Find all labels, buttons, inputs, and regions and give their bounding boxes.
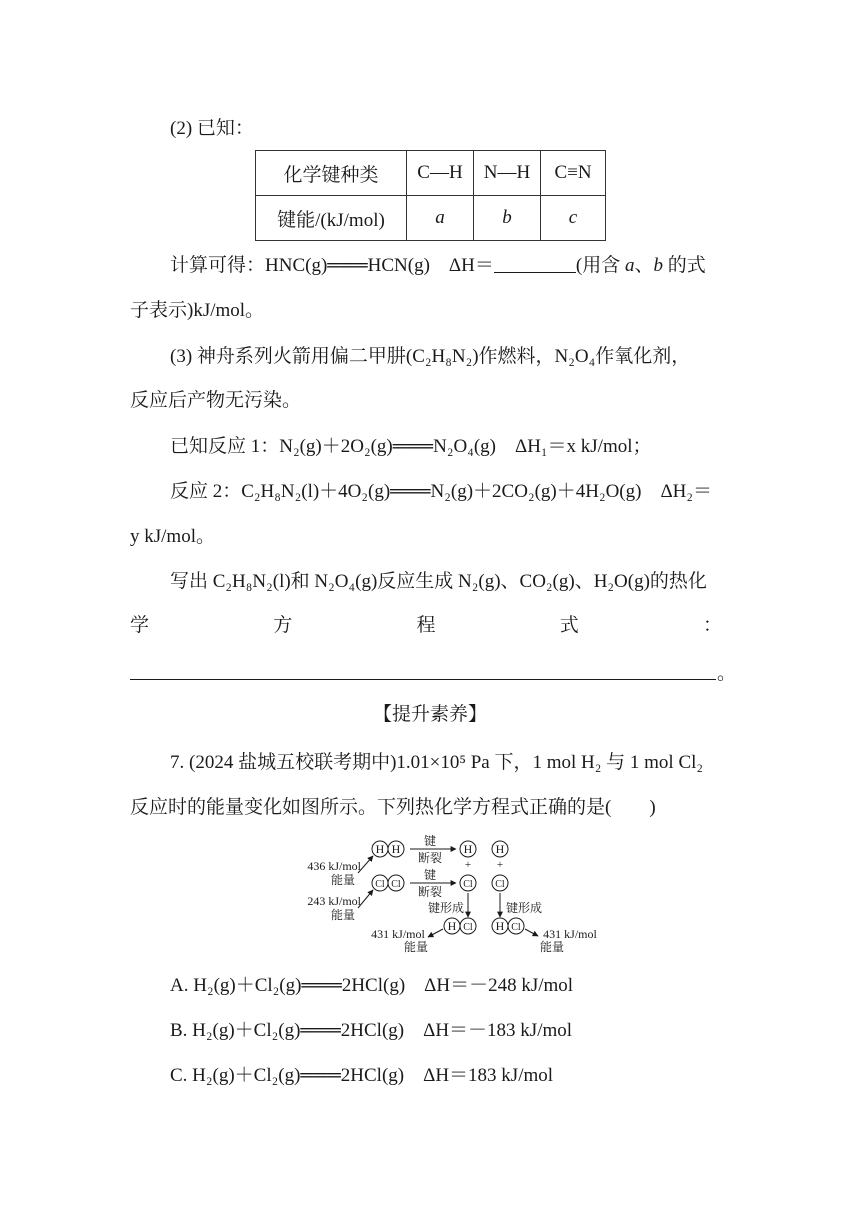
var-b: b <box>653 255 663 276</box>
q3-line-2: 反应后产物无污染。 <box>130 390 302 411</box>
table-header-cell: 化学键种类 <box>256 151 407 196</box>
atom-h: H <box>463 842 473 856</box>
table-header-cell: C≡N <box>541 151 606 196</box>
q2-intro: (2) 已知： <box>170 118 254 139</box>
q2-calc-prefix: 计算可得：HNC(g)═══HCN(g) ΔH＝ <box>170 255 494 276</box>
option-c[interactable]: C. H₂(g)＋Cl₂(g)═══2HCl(g) ΔH＝183 kJ/mol <box>170 1065 554 1086</box>
q3-line-1: (3) 神舟系列火箭用偏二甲肼(C₂H₈N₂)作燃料，N₂O₄作氧化剂， <box>170 346 691 367</box>
energy-value-hh: 436 kJ/mol <box>307 859 361 873</box>
spread-char: 式 <box>559 615 579 636</box>
spread-char: 程 <box>416 615 436 636</box>
atom-h: H <box>375 842 385 856</box>
energy-word: 能量 <box>330 908 355 922</box>
q7-stem-line-1: 7. (2024 盐城五校联考期中)1.01×10⁵ Pa 下，1 mol H₂ 与 1 mol Cl₂ <box>170 752 704 773</box>
h2-molecule <box>372 841 404 857</box>
hcl-molecule <box>492 918 524 934</box>
table-value: c <box>568 207 578 228</box>
atom-h: H <box>391 842 401 856</box>
cl2-molecule <box>372 875 404 891</box>
atom-h: H <box>447 919 457 933</box>
spread-char: 方 <box>273 615 293 636</box>
option-a[interactable]: A. H₂(g)＋Cl₂(g)═══2HCl(g) ΔH＝－248 kJ/mol <box>170 975 574 996</box>
table-header-cell: C—H <box>407 151 474 196</box>
table-header-cell: N—H <box>474 151 541 196</box>
q3-reaction-1: 已知反应 1：N₂(g)＋2O₂(g)═══N₂O₄(g) ΔH₁＝x kJ/mol； <box>170 436 652 457</box>
q2-calc-suffix-2: 的式 <box>662 255 706 276</box>
atom-h: H <box>495 842 505 856</box>
atom-cl: Cl <box>463 922 473 933</box>
q2-calc-line-2: 子表示)kJ/mol。 <box>130 300 265 321</box>
section-heading: 【提升素养】 <box>372 704 487 725</box>
table-value: b <box>502 207 512 228</box>
q7-stem-line-2: 反应时的能量变化如图所示。下列热化学方程式正确的是( ) <box>130 797 656 818</box>
option-b[interactable]: B. H₂(g)＋Cl₂(g)═══2HCl(g) ΔH＝－183 kJ/mol <box>170 1020 573 1041</box>
energy-out-arrow <box>525 929 538 936</box>
energy-word: 能量 <box>539 940 565 954</box>
spread-char: 学 <box>130 615 150 636</box>
q3-task-line: 写出 C₂H₈N₂(l)和 N₂O₄(g)反应生成 N₂(g)、CO₂(g)、H₂O(g)的热化 <box>170 571 707 592</box>
bond-label: 键 <box>423 834 437 848</box>
energy-value-clcl: 243 kJ/mol <box>307 894 361 908</box>
atom-cl: Cl <box>375 879 385 890</box>
atom-cl: Cl <box>495 879 505 890</box>
plus-sign: + <box>496 859 504 871</box>
form-label: 键形成 <box>505 901 543 915</box>
q3-reaction-2-cont: y kJ/mol。 <box>130 526 215 547</box>
table-row-label: 键能/(kJ/mol) <box>256 196 407 241</box>
energy-value-hcl: 431 kJ/mol <box>543 927 597 941</box>
spread-char: ： <box>702 615 722 636</box>
atom-cl: Cl <box>511 922 521 933</box>
separator: 、 <box>634 255 654 276</box>
energy-word: 能量 <box>403 940 429 954</box>
plus-sign: + <box>464 859 472 871</box>
q3-reaction-2: 反应 2：C₂H₈N₂(l)＋4O₂(g)═══N₂(g)＋2CO₂(g)＋4H₂O(g) ΔH₂＝ <box>170 481 713 502</box>
form-label: 键形成 <box>427 901 465 915</box>
energy-out-arrow <box>428 929 443 937</box>
end-mark: 。 <box>717 663 737 684</box>
atom-h: H <box>495 919 505 933</box>
var-a: a <box>624 255 635 276</box>
table-value: a <box>435 207 445 228</box>
hcl-molecule <box>444 918 476 934</box>
energy-value-hcl: 431 kJ/mol <box>371 927 425 941</box>
energy-word: 能量 <box>330 873 355 887</box>
bond-label: 断裂 <box>417 885 443 899</box>
atom-cl: Cl <box>463 879 473 890</box>
atom-cl: Cl <box>391 879 401 890</box>
bond-label: 断裂 <box>417 851 443 865</box>
q2-calc-suffix: (用含 <box>575 255 625 276</box>
bond-label: 键 <box>423 868 437 882</box>
